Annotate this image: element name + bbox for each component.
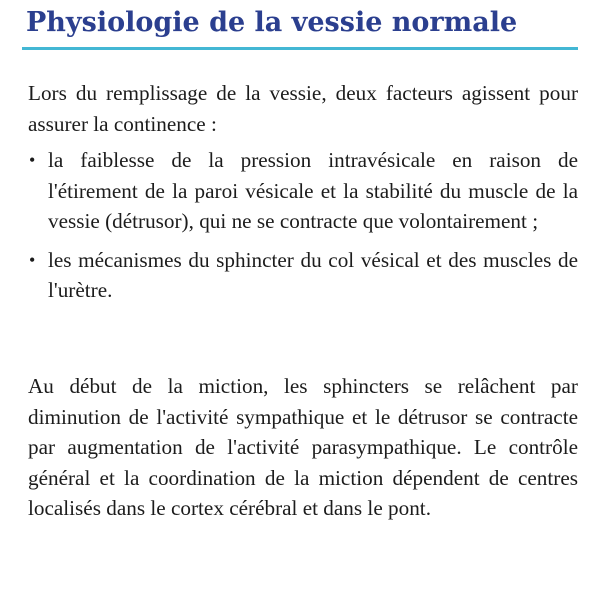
list-item-text: la faiblesse de la pression intravésicale en raison de l'étirement de la paroi vésicale et la stabilité du muscle de la vessie (détrusor), qui ne se contracte que volontairement ; xyxy=(48,148,578,233)
list-item xyxy=(28,145,578,237)
continence-factors-list xyxy=(28,145,578,306)
bullet-marker: • xyxy=(29,249,36,270)
bullet-marker: • xyxy=(29,150,36,170)
page-title: Physiologie de la vessie normale xyxy=(26,7,518,38)
list-item xyxy=(28,245,578,306)
title-underline xyxy=(22,47,578,50)
list-item-text: les mécanismes du sphincter du col vésical et des muscles de l'urètre. xyxy=(48,247,578,302)
intro-paragraph: Lors du remplissage de la vessie, deux facteurs agissent pour assurer la continence : xyxy=(28,81,578,136)
miction-paragraph: Au début de la miction, les sphincters se relâchent par diminution de l'activité sympathique et le détrusor se contracte par augmentation de l'activité parasympathique. Le contrôle général et la coordination de la miction dépendent de centres localisés dans le cortex cérébral et dans le pont. xyxy=(28,374,578,520)
